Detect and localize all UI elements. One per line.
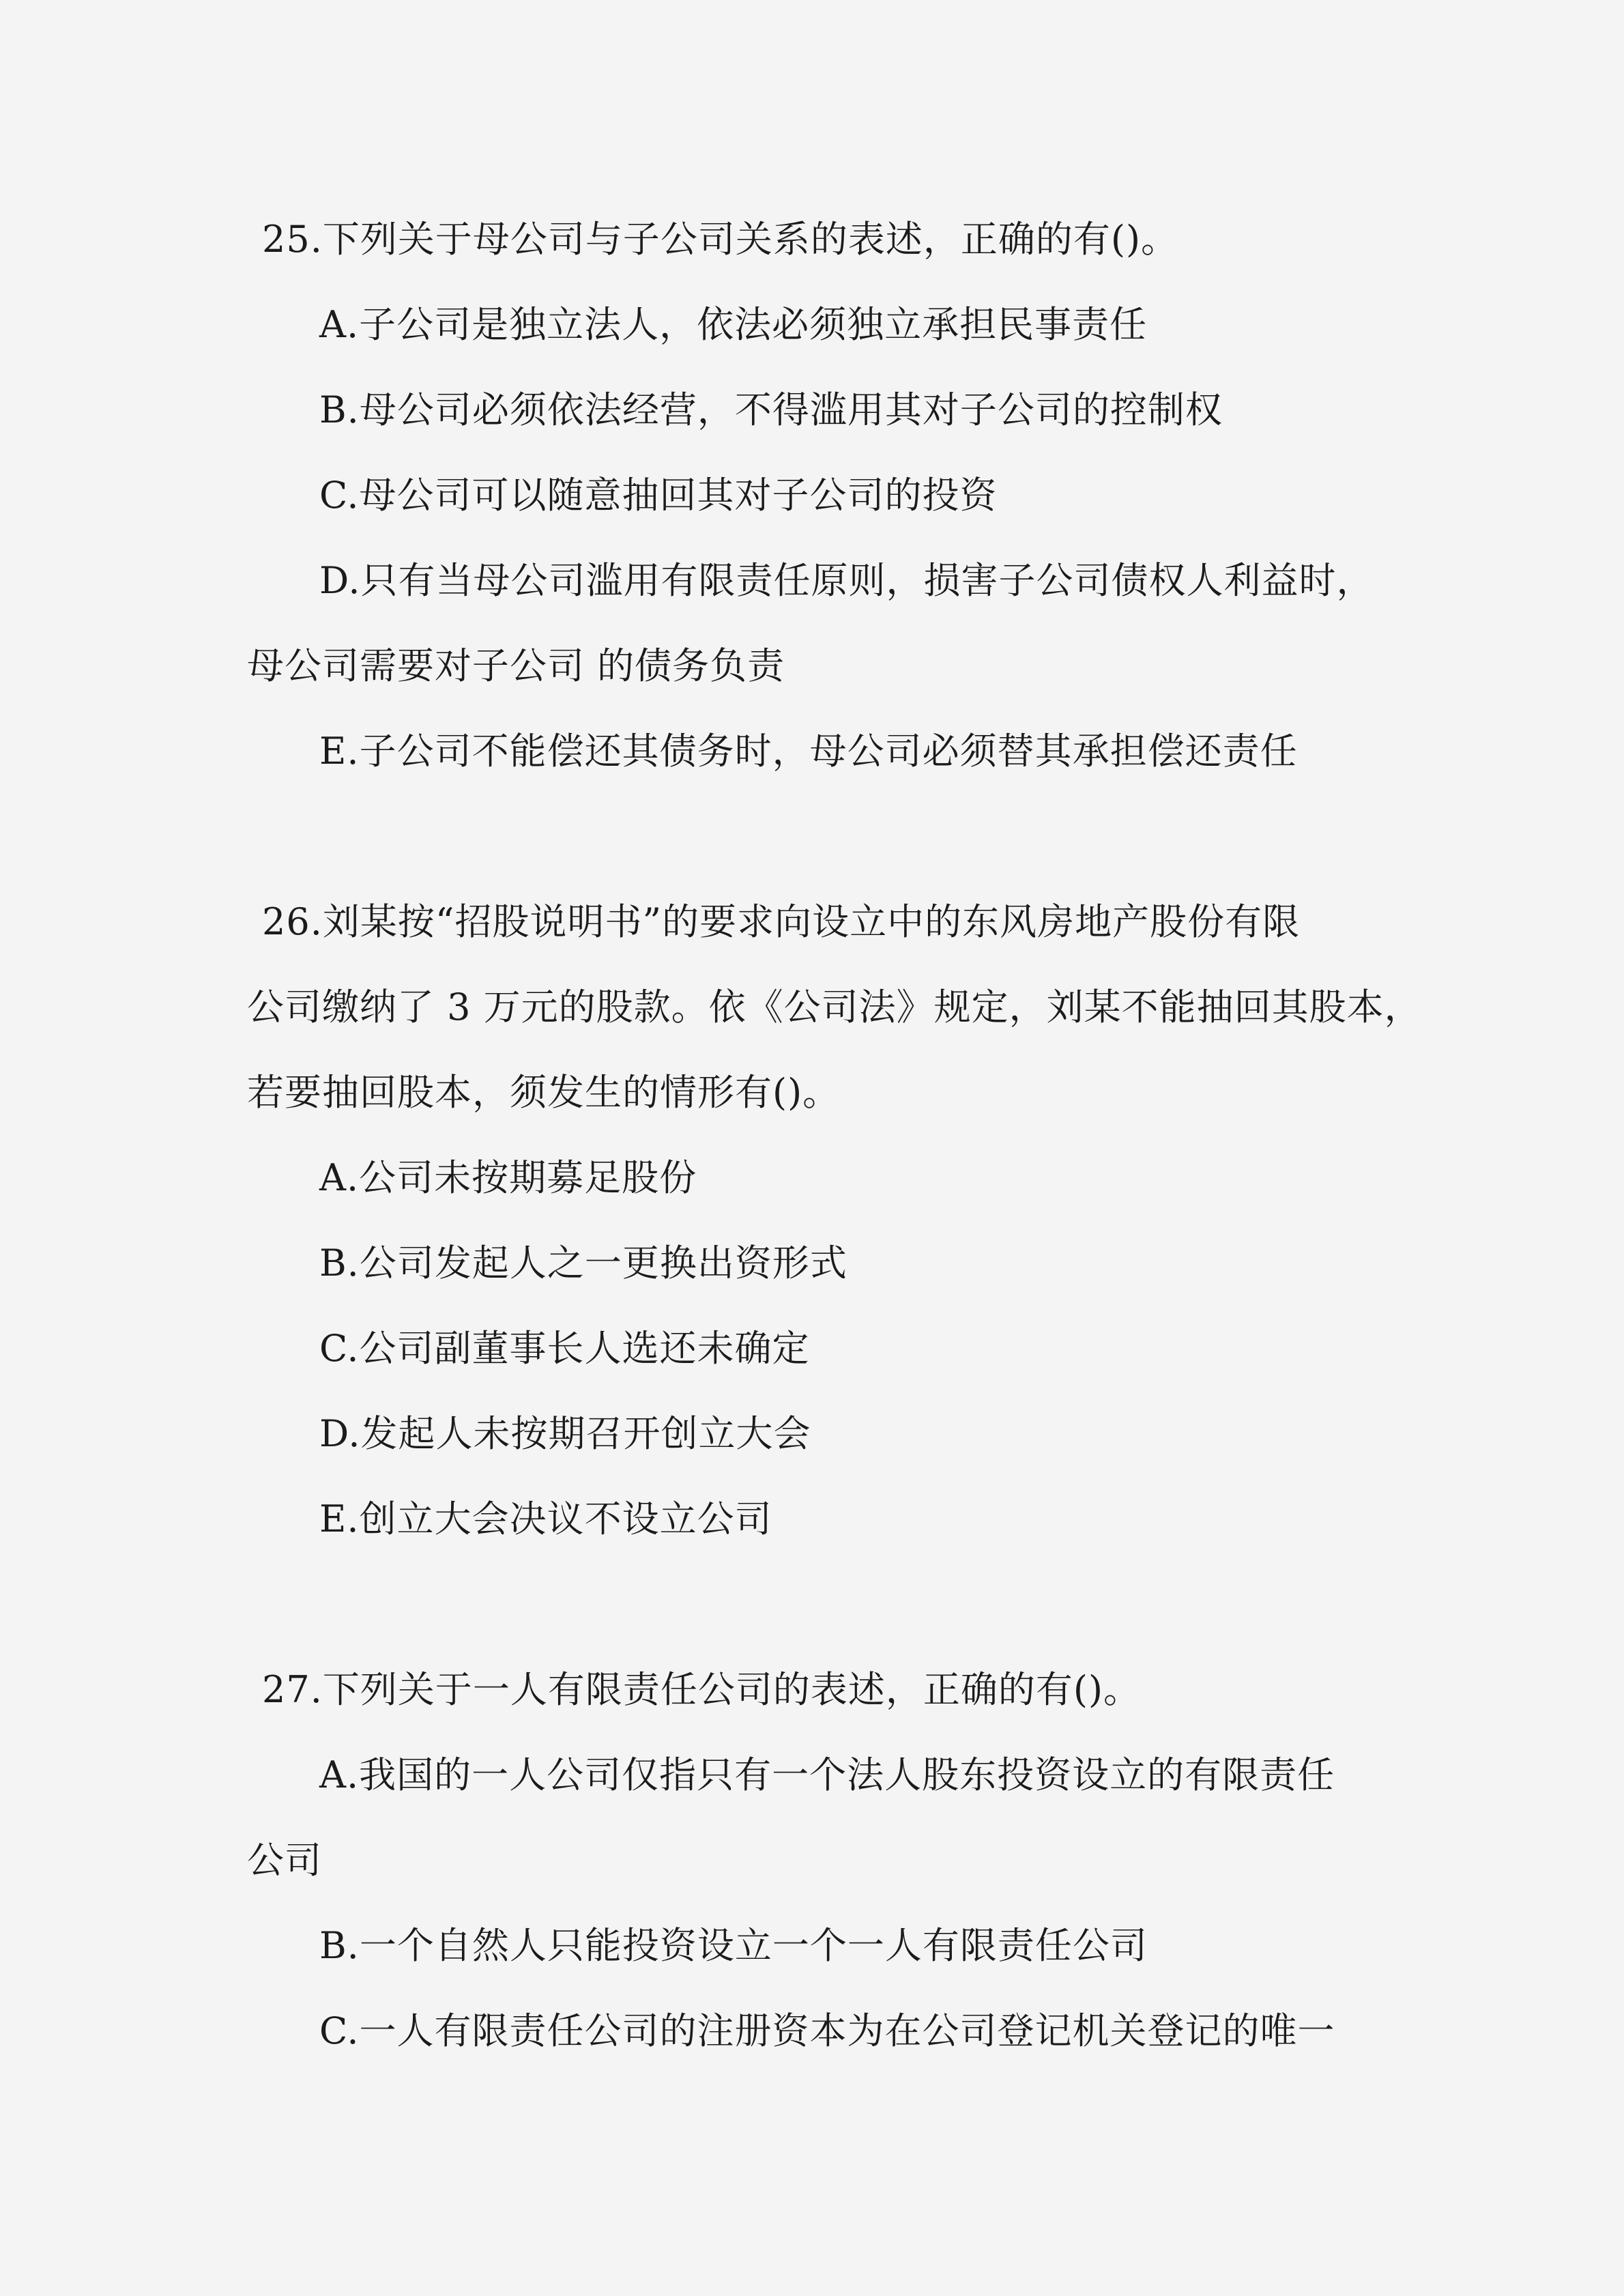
question-26-option-c: C.公司副董事长人选还未确定 <box>319 1327 810 1370</box>
question-25-option-d-continuation: 母公司需要对子公司 的债务负责 <box>247 644 785 687</box>
question-26-option-a: A.公司未按期募足股份 <box>319 1156 697 1199</box>
question-25-option-d: D.只有当母公司滥用有限责任原则，损害子公司债权人利益时， <box>319 559 1374 602</box>
question-26-option-e: E.创立大会决议不设立公司 <box>319 1497 772 1540</box>
question-27-option-a: A.我国的一人公司仅指只有一个法人股东投资设立的有限责任 <box>319 1753 1335 1796</box>
question-26-stem-line-2: 公司缴纳了 3 万元的股款。依《公司法》规定，刘某不能抽回其股本， <box>247 986 1422 1029</box>
question-27-stem: 27.下列关于一人有限责任公司的表述，正确的有()。 <box>262 1668 1142 1711</box>
question-25-option-e: E.子公司不能偿还其债务时，母公司必须替其承担偿还责任 <box>319 730 1298 773</box>
question-27-option-b: B.一个自然人只能投资设立一个一人有限责任公司 <box>319 1924 1148 1967</box>
question-25-stem: 25.下列关于母公司与子公司关系的表述，正确的有()。 <box>262 218 1179 261</box>
question-26-option-b: B.公司发起人之一更换出资形式 <box>319 1242 847 1285</box>
question-27-option-a-continuation: 公司 <box>247 1839 322 1882</box>
question-26-stem-line-3: 若要抽回股本，须发生的情形有()。 <box>247 1071 841 1114</box>
question-25-option-a: A.子公司是独立法人，依法必须独立承担民事责任 <box>319 303 1148 346</box>
question-26-option-d: D.发起人未按期召开创立大会 <box>319 1412 811 1455</box>
question-26-stem-line-1: 26.刘某按“招股说明书”的要求向设立中的东风房地产股份有限 <box>262 900 1301 943</box>
question-27-option-c: C.一人有限责任公司的注册资本为在公司登记机关登记的唯一 <box>319 2009 1335 2052</box>
question-25-option-b: B.母公司必须依法经营，不得滥用其对子公司的控制权 <box>319 388 1223 431</box>
question-25-option-c: C.母公司可以随意抽回其对子公司的投资 <box>319 474 998 517</box>
